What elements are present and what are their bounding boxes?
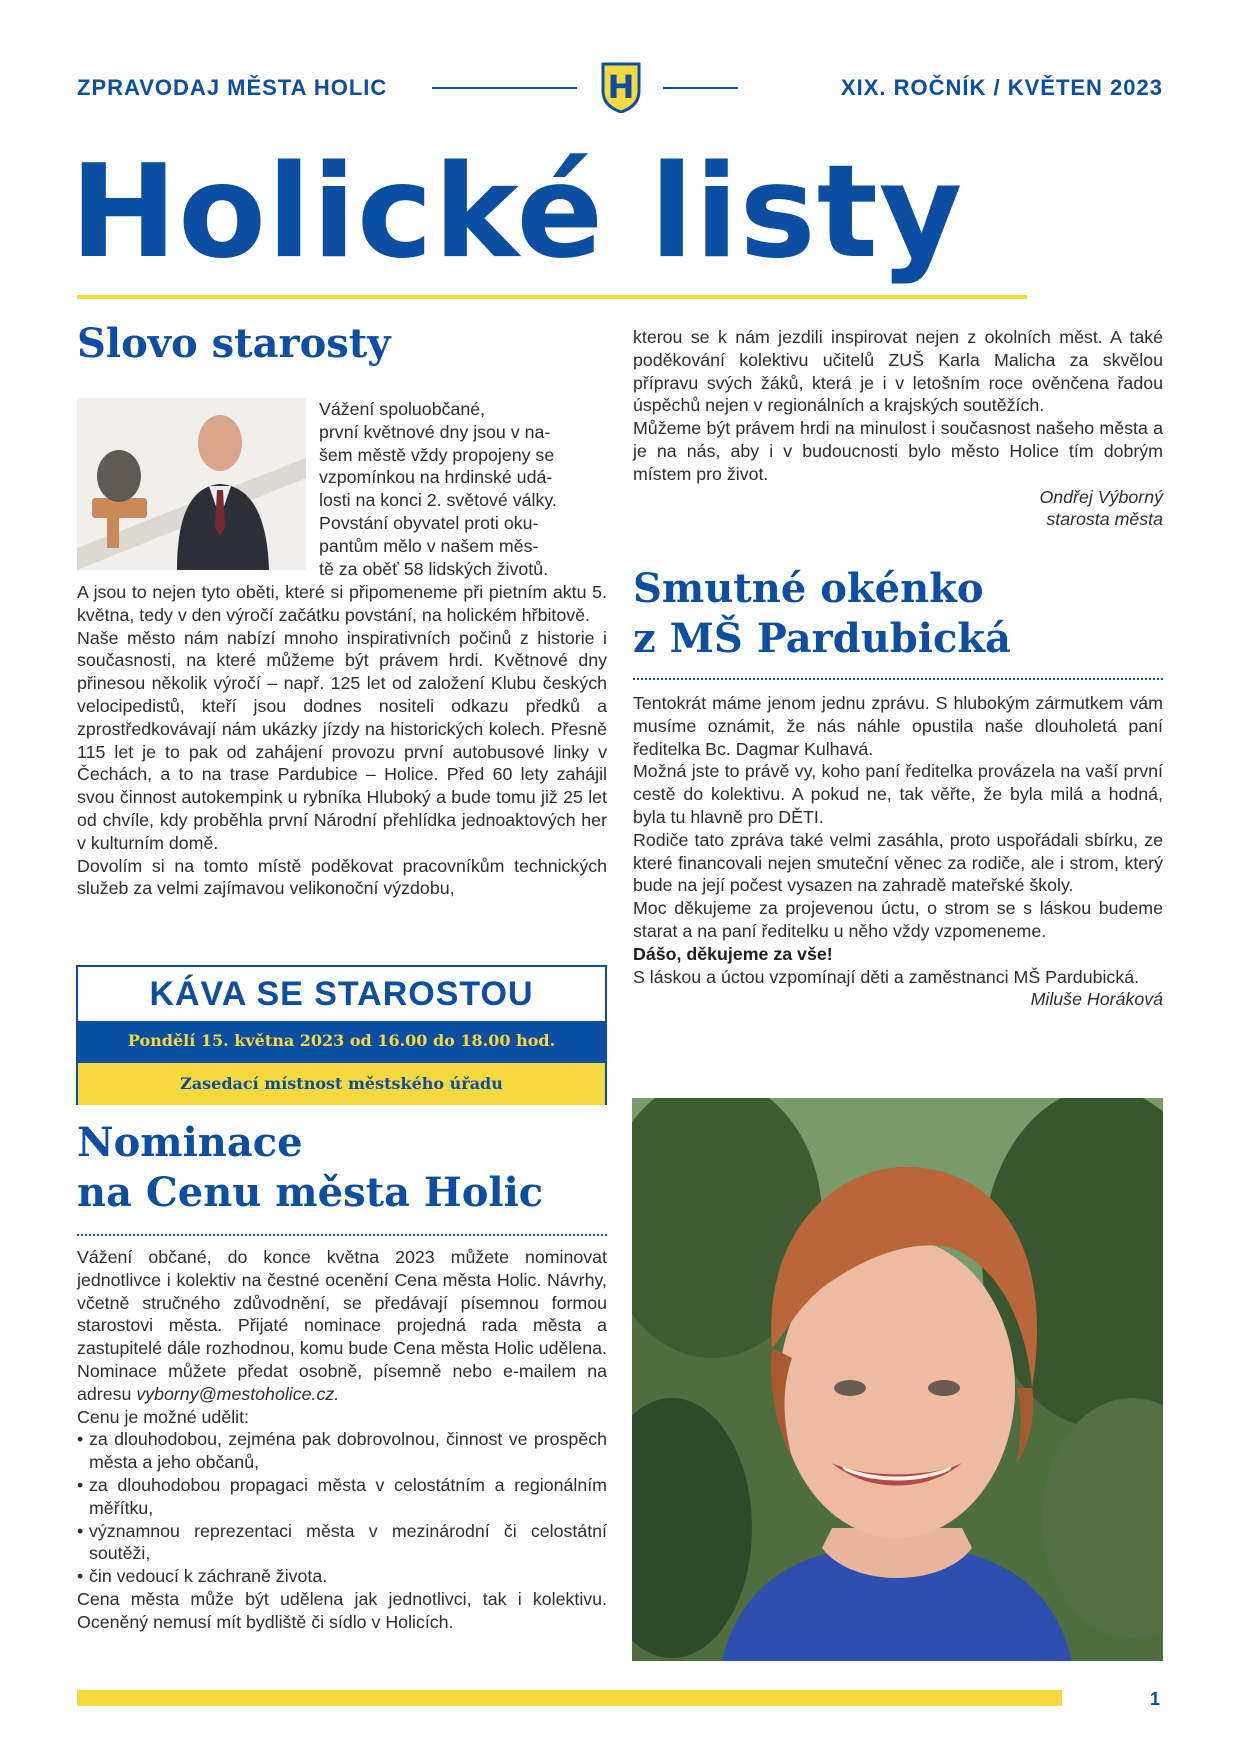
smutne-thanks: Dášo, děkujeme za vše!	[633, 943, 833, 964]
slovo-intro	[319, 398, 607, 580]
slovo-paragraph: Dovolím si na tomto místě poděkovat pracovníkům technických služeb za velmi zajímavou velikonoční výzdobu,	[77, 855, 607, 899]
slovo-title: Slovo starosty	[77, 320, 391, 367]
portrait-photo	[632, 1098, 1163, 1661]
coffee-with-mayor-box	[76, 965, 607, 1105]
nominace-title-line2: na Cenu města Holic	[77, 1169, 544, 1216]
slovo-paragraph: Naše město nám nabízí mnoho inspirativních počinů z historie i současnosti, na které můžeme být právem hrdi. Květnové dny přinesou několik výročí – např. 125 let od založení Klubu českých velocipedistů, kteří jsou dodnes nositeli odkazu předků a zprostředkovávají nám ukázky jízdy na historických kolech. Přesně 115 let je to pak od zahájení provozu první autobusové linky v Čechách, a to na trase Pardubice – Holice. Před 60 lety zahájil svou činnost autokempink u rybníka Hluboký a bude tomu již 25 let od chvíle, kdy proběhla první Národní přehlídka jednoaktových her v kulturním domě.	[77, 627, 607, 853]
nominace-title-line1: Nominace	[77, 1119, 303, 1166]
footer-bar	[77, 1690, 1062, 1706]
mayor-photo	[77, 398, 306, 570]
coffee-place: Zasedací místnost městského úřadu	[78, 1061, 605, 1105]
nominace-paragraph	[77, 1246, 607, 1406]
newsletter-label: ZPRAVODAJ MĚSTA HOLIC	[77, 75, 388, 100]
coffee-title: KÁVA SE STAROSTOU	[149, 975, 534, 1013]
smutne-paragraph: Rodiče tato zpráva také velmi zasáhla, proto uspořádali sbírku, ze které financovali nejen smuteční věnec za rodiče, ale i strom, který bude na její počest vysazen na zahradě mateřské školy.	[633, 829, 1163, 896]
slovo-intro-line: vzpomínkou na hrdinské udá-	[319, 467, 553, 488]
list-item: • za dlouhodobou, zejména pak dobrovolnou, činnost ve prospěch města a jeho občanů,	[77, 1428, 607, 1474]
nominace-paragraph: Cena města může být udělena jak jednotlivci, tak i kolektivu. Oceněný nemusí mít bydliště či sídlo v Holicích.	[77, 1588, 607, 1632]
nominace-paragraph: Cenu je možné udělit:	[77, 1406, 249, 1427]
nominace-heading	[77, 1118, 607, 1218]
smutne-paragraph: Tentokrát máme jenom jednu zprávu. S hlubokým zármutkem vám musíme oznámit, že nás náhle opustila naše dlouholetá paní ředitelka Bc. Dagmar Kulhavá.	[633, 693, 1163, 759]
header-rule-right	[663, 87, 738, 89]
nominace-criteria-list	[77, 1428, 607, 1588]
slovo-paragraph: kterou se k nám jezdili inspirovat nejen z okolních měst. A také poděkování kolektivu učitelů ZUŠ Karla Malicha za skvělou přípravu svých žáků, která je i v letošním roce ověnčena řadou úspěchů nejen v regionálních a krajských soutěžích.	[633, 327, 1163, 416]
coffee-date: Pondělí 15. května 2023 od 16.00 do 18.00 hod.	[78, 1021, 605, 1061]
slovo-body	[77, 581, 607, 900]
slovo-signature-role: starosta města	[1046, 509, 1163, 530]
list-item: • za dlouhodobou propagaci města v celostátním a regionálním měřítku,	[77, 1474, 607, 1520]
list-item: • čin vedoucí k záchraně života.	[77, 1565, 607, 1588]
town-crest-logo	[600, 61, 642, 113]
slovo-intro-line: losti na konci 2. světové války.	[319, 490, 557, 511]
smutne-paragraph: S láskou a úctou vzpomínají děti a zaměstnanci MŠ Pardubická.	[633, 966, 1140, 987]
nominace-email[interactable]: vyborny@mestoholice.cz.	[136, 1383, 340, 1404]
slovo-intro-line: Povstání obyvatel proti oku-	[319, 512, 539, 533]
issue-label: XIX. ROČNÍK / KVĚTEN 2023	[840, 75, 1163, 100]
slovo-paragraph: Můžeme být právem hrdi na minulost i současnost našeho města a je na nás, aby i v budoucnosti bylo město Holice tím dobrým místem pro život.	[633, 418, 1163, 484]
slovo-signature-name: Ondřej Výborný	[1039, 486, 1163, 507]
slovo-paragraph: A jsou to nejen tyto oběti, které si připomeneme při pietním aktu 5. května, tedy v den výročí začátku povstání, na holickém hřbitově.	[77, 582, 607, 625]
slovo-continuation	[633, 326, 1163, 531]
header-rule-left	[432, 87, 577, 89]
smutne-heading	[633, 564, 1163, 664]
smutne-title-line1: Smutné okénko	[633, 565, 984, 612]
slovo-intro-line: tě za oběť 58 lidských životů.	[319, 558, 549, 579]
list-item: • významnou reprezentaci města v mezinárodní či celostátní soutěži,	[77, 1520, 607, 1566]
smutne-title-line2: z MŠ Pardubická	[633, 615, 1011, 662]
masthead-title: Holické listy	[70, 138, 964, 287]
smutne-body	[633, 692, 1163, 1011]
smutne-divider	[633, 678, 1163, 680]
slovo-intro-line: pantům mělo v našem měs-	[319, 535, 539, 556]
crest-letter: H	[607, 68, 635, 106]
slovo-intro-line: šem městě vždy propojeny se	[319, 444, 555, 465]
nominace-divider	[77, 1234, 607, 1236]
slovo-intro-line: první květnové dny jsou v na-	[319, 421, 551, 442]
smutne-paragraph: Možná jste to právě vy, koho paní ředitelka provázela na vaší první cestě do kolektivu. A pokud ne, tak věřte, že byla milá a hodná, byla tu hlavně pro DĚTI.	[633, 761, 1163, 827]
smutne-signature: Miluše Horáková	[1030, 989, 1163, 1010]
page-number: 1	[1150, 1689, 1161, 1709]
nominace-text: Vážení občané, do konce května 2023 můžete nominovat jednotlivce i kolektiv na čestné ocenění Cena města Holic. Návrhy, včetně stručného zdůvodnění, se předávají písemnou formou starostovi města. Přijaté nominace projedná rada města a zastupitelé dále rozhodnou, komu bude Cena města Holic udělena. Nominace můžete předat osobně, písemně nebo e-mailem na adresu	[77, 1247, 607, 1404]
slovo-intro-line: Vážení spoluobčané,	[319, 399, 486, 419]
masthead-underline	[77, 295, 1027, 299]
nominace-body	[77, 1246, 607, 1634]
smutne-paragraph: Moc děkujeme za projevenou úctu, o strom se s láskou budeme starat a na paní ředitelku u něho vždy vzpomeneme.	[633, 898, 1163, 941]
